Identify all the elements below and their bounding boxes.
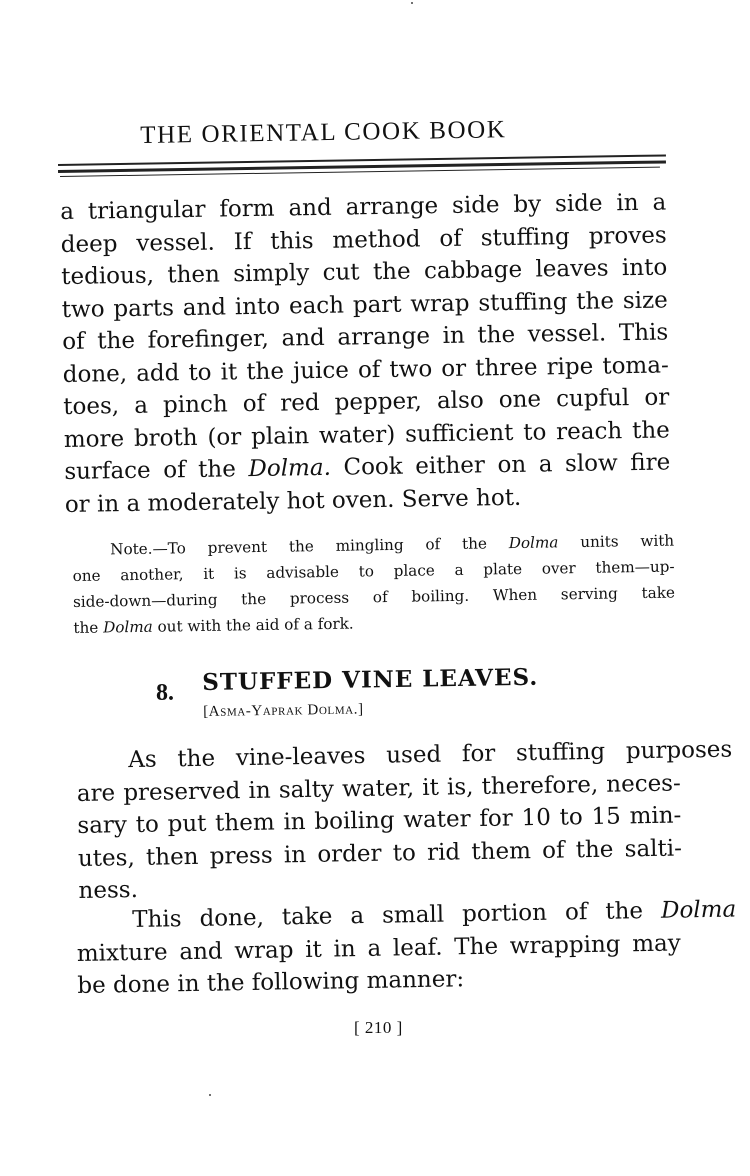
text-segment: surface of the: [64, 456, 249, 485]
bracket-close: ]: [357, 701, 364, 718]
text-line: be done in the following manner:: [77, 966, 465, 999]
text-line: or in a moderately hot oven. Serve hot.: [64, 484, 522, 518]
italic-term: Dolma: [102, 617, 153, 637]
text-segment: the: [73, 618, 104, 637]
text-line: tedious, then simply cut the cabbage leaves into: [61, 254, 668, 290]
text-line: sary to put them in boiling water for 10 to 15 min-: [77, 802, 682, 839]
bracket-open: [: [203, 703, 209, 720]
text-segment: out with the aid of a fork.: [152, 614, 354, 636]
text-line: As the vine-leaves used for stuffing purposes: [128, 736, 733, 774]
text-segment: Note.—To prevent the mingling of the: [110, 534, 509, 559]
text-line: ness.: [78, 876, 139, 904]
paragraph: [76, 734, 733, 907]
running-head: THE ORIENTAL COOK BOOK: [140, 116, 507, 149]
subtitle-text: Asma-Yaprak Dolma.: [208, 701, 359, 720]
note-line: one another, it is advisable to place a plate over them—up-: [72, 557, 675, 585]
note-line: side-down—during the process of boiling. When serving take: [72, 583, 676, 611]
text-line: a triangular form and arrange side by side in a: [60, 189, 667, 225]
text-line: utes, then press in order to rid them of the salti-: [77, 834, 683, 872]
section-subtitle: [203, 701, 364, 721]
scan-speck: [411, 2, 413, 4]
text-line: mixture and wrap it in a leaf. The wrapping may: [76, 929, 681, 967]
paragraph: [76, 894, 737, 1002]
text-line: deep vessel. If this method of stuffing proves: [60, 221, 667, 258]
text-line: of the forefinger, and arrange in the vessel. This: [62, 319, 669, 355]
text-segment: units with: [558, 531, 675, 552]
text-segment: Cook either on a slow fire: [330, 449, 671, 481]
continued-paragraph: [60, 186, 671, 520]
page-number: [ 210 ]: [354, 1018, 403, 1037]
italic-term: Dolma: [660, 896, 737, 924]
text-line: more broth (or plain water) sufficient to reach the: [63, 416, 670, 453]
footnote: [72, 528, 676, 641]
italic-term: Dolma: [508, 533, 559, 553]
italic-term: Dolma.: [248, 454, 332, 483]
scan-speck: [209, 1094, 211, 1096]
text-line: two parts and into each part wrap stuffing the size: [61, 286, 668, 323]
text-line: done, add to it the juice of two or three ripe toma-: [62, 351, 669, 388]
section-title: STUFFED VINE LEAVES.: [202, 663, 539, 696]
section-number: 8.: [156, 680, 174, 706]
text-segment: This done, take a small portion of the: [132, 897, 662, 934]
text-line: toes, a pinch of red pepper, also one cupful or: [63, 384, 670, 420]
text-line: are preserved in salty water, it is, therefore, neces-: [76, 769, 681, 807]
